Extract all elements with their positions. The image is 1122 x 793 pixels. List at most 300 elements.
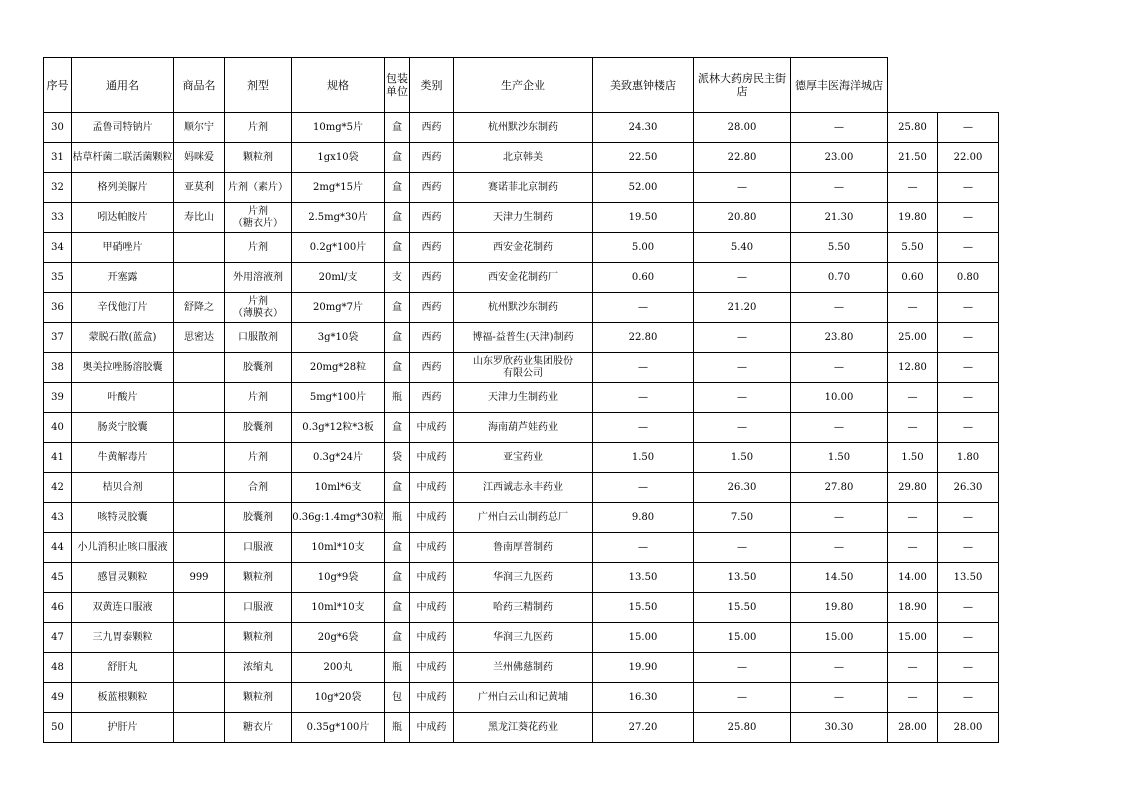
cell-dosage-form [225, 413, 292, 443]
cell-trade-name [174, 533, 225, 563]
cell-price-store-4 [888, 173, 938, 203]
spec-text: 20mg*7片 [313, 301, 363, 313]
cell-category [410, 323, 454, 353]
cell-generic-name [72, 203, 174, 233]
price-store-3-text: 10.00 [824, 391, 854, 403]
cell-price-store-3 [791, 323, 888, 353]
price-store-2-text: 13.50 [727, 571, 757, 583]
cell-trade-name [174, 143, 225, 173]
price-store-4-text: 28.00 [898, 721, 927, 733]
dosage-form-text: 片剂 （糖衣片） [233, 205, 283, 229]
dosage-form-text: 片剂 [248, 121, 268, 133]
price-store-1-text: 22.50 [628, 151, 658, 163]
table-row [44, 293, 999, 323]
cell-spec [292, 233, 385, 263]
cell-seq [44, 623, 72, 653]
cell-trade-name [174, 593, 225, 623]
table-row [44, 623, 999, 653]
cell-seq [44, 413, 72, 443]
price-store-2-text: 1.50 [730, 451, 754, 463]
cell-dosage-form [225, 443, 292, 473]
price-store-4-text: — [907, 421, 918, 433]
seq-text: 36 [51, 301, 64, 313]
cell-generic-name [72, 293, 174, 323]
cell-pack-unit [385, 593, 410, 623]
cell-generic-name [72, 653, 174, 683]
manufacturer-text: 博福-益普生(天津)制药 [472, 331, 574, 343]
price-store-2-text: 25.80 [727, 721, 757, 733]
cell-dosage-form [225, 623, 292, 653]
cell-price-store-3 [791, 143, 888, 173]
price-store-5-text: 22.00 [953, 151, 983, 163]
manufacturer-text: 赛诺菲北京制药 [488, 181, 558, 193]
price-store-5-text: — [963, 391, 973, 403]
price-store-2-text: — [737, 661, 747, 673]
cell-generic-name [72, 233, 174, 263]
header-generic-name: 通用名 [72, 58, 174, 113]
cell-price-store-2 [694, 293, 791, 323]
cell-seq [44, 233, 72, 263]
seq-text: 48 [51, 661, 64, 673]
cell-manufacturer [454, 383, 593, 413]
cell-trade-name [174, 203, 225, 233]
cell-seq [44, 203, 72, 233]
cell-price-store-1 [593, 383, 694, 413]
price-store-1-text: 19.50 [628, 211, 658, 223]
header-store-2: 派林大药房民主街店 [694, 58, 791, 113]
trade-name-text: 思密达 [184, 331, 214, 343]
cell-trade-name [174, 233, 225, 263]
cell-seq [44, 593, 72, 623]
price-store-1-text: 1.50 [631, 451, 655, 463]
cell-generic-name [72, 533, 174, 563]
spec-text: 0.35g*100片 [306, 721, 370, 733]
cell-pack-unit [385, 143, 410, 173]
price-store-1-text: 9.80 [631, 511, 655, 523]
cell-spec [292, 443, 385, 473]
cell-spec [292, 323, 385, 353]
price-store-5-text: — [963, 601, 973, 613]
price-store-1-text: 19.90 [628, 661, 658, 673]
header-manufacturer: 生产企业 [454, 58, 593, 113]
price-store-5-text: — [963, 241, 973, 253]
cell-category [410, 653, 454, 683]
price-store-4-text: 29.80 [898, 481, 927, 493]
cell-category [410, 293, 454, 323]
dosage-form-text: 胶囊剂 [243, 421, 273, 433]
generic-name-text: 奥美拉唑肠溶胶囊 [82, 361, 163, 373]
cell-manufacturer [454, 203, 593, 233]
dosage-form-text: 口服液 [243, 541, 273, 553]
cell-category [410, 353, 454, 383]
cell-category [410, 593, 454, 623]
generic-name-text: 牛黄解毒片 [97, 451, 148, 463]
generic-name-text: 舒肝丸 [107, 661, 138, 673]
spec-text: 10g*9袋 [317, 571, 359, 583]
cell-spec [292, 683, 385, 713]
cell-price-store-2 [694, 203, 791, 233]
category-text: 中成药 [416, 721, 447, 733]
price-store-4-text: 21.50 [898, 151, 927, 163]
cell-spec [292, 653, 385, 683]
cell-category [410, 413, 454, 443]
category-text: 中成药 [416, 691, 447, 703]
price-store-2-text: — [737, 691, 747, 703]
cell-price-store-2 [694, 563, 791, 593]
manufacturer-text: 海南葫芦娃药业 [488, 421, 558, 433]
cell-spec [292, 293, 385, 323]
price-store-1-text: 24.30 [628, 121, 658, 133]
cell-manufacturer [454, 173, 593, 203]
generic-name-text: 小儿消积止咳口服液 [77, 541, 168, 553]
cell-pack-unit [385, 473, 410, 503]
price-store-5-text: — [963, 631, 973, 643]
cell-price-store-2 [694, 653, 791, 683]
category-text: 西药 [421, 241, 442, 253]
seq-text: 45 [51, 571, 64, 583]
category-text: 中成药 [416, 481, 447, 493]
price-store-4-text: — [907, 541, 918, 553]
cell-spec [292, 503, 385, 533]
table-row [44, 473, 999, 503]
cell-price-store-2 [694, 713, 791, 743]
seq-text: 30 [51, 121, 64, 133]
table-row [44, 113, 999, 143]
cell-price-store-4 [888, 623, 938, 653]
pack-unit-text: 盒 [392, 331, 402, 343]
cell-manufacturer [454, 713, 593, 743]
price-store-5-text: — [963, 211, 973, 223]
seq-text: 34 [51, 241, 64, 253]
price-store-4-text: 25.80 [898, 121, 927, 133]
cell-price-store-3 [791, 623, 888, 653]
cell-manufacturer [454, 503, 593, 533]
price-store-4-text: 25.00 [898, 331, 927, 343]
cell-price-store-5 [938, 413, 999, 443]
spec-text: 2mg*15片 [313, 181, 363, 193]
price-store-5-text: — [963, 361, 973, 373]
price-store-3-text: 0.70 [827, 271, 851, 283]
manufacturer-text: 鲁南厚普制药 [493, 541, 553, 553]
cell-price-store-3 [791, 173, 888, 203]
cell-spec [292, 143, 385, 173]
seq-text: 39 [51, 391, 64, 403]
cell-manufacturer [454, 413, 593, 443]
cell-price-store-4 [888, 143, 938, 173]
dosage-form-text: 糖衣片 [243, 721, 273, 733]
table-row [44, 443, 999, 473]
cell-price-store-3 [791, 293, 888, 323]
cell-price-store-3 [791, 263, 888, 293]
cell-generic-name [72, 443, 174, 473]
header-seq: 序号 [44, 58, 72, 113]
price-store-4-text: 12.80 [898, 361, 927, 373]
cell-trade-name [174, 443, 225, 473]
price-store-3-text: — [834, 301, 844, 313]
cell-price-store-2 [694, 503, 791, 533]
cell-trade-name [174, 353, 225, 383]
cell-generic-name [72, 263, 174, 293]
trade-name-text: 舒降之 [184, 301, 214, 313]
manufacturer-text: 黑龙江葵花药业 [488, 721, 558, 733]
cell-trade-name [174, 113, 225, 143]
cell-price-store-5 [938, 473, 999, 503]
header-row [44, 58, 999, 113]
manufacturer-text: 哈药三精制药 [493, 601, 553, 613]
cell-trade-name [174, 263, 225, 293]
cell-price-store-3 [791, 113, 888, 143]
price-store-2-text: 28.00 [727, 121, 757, 133]
cell-dosage-form [225, 503, 292, 533]
manufacturer-text: 兰州佛慈制药 [493, 661, 553, 673]
cell-trade-name [174, 173, 225, 203]
cell-seq [44, 713, 72, 743]
price-store-1-text: 15.50 [628, 601, 658, 613]
header-store-1: 美致惠钟楼店 [593, 58, 694, 113]
pack-unit-text: 袋 [392, 451, 402, 463]
spec-text: 2.5mg*30片 [308, 211, 368, 223]
cell-dosage-form [225, 383, 292, 413]
cell-trade-name [174, 293, 225, 323]
table-row [44, 143, 999, 173]
cell-price-store-2 [694, 413, 791, 443]
price-store-5-text: — [963, 301, 973, 313]
price-store-3-text: 27.80 [824, 481, 854, 493]
cell-generic-name [72, 353, 174, 383]
generic-name-text: 感冒灵颗粒 [97, 571, 148, 583]
dosage-form-text: 颗粒剂 [243, 631, 273, 643]
cell-spec [292, 413, 385, 443]
price-store-4-text: — [907, 301, 918, 313]
price-store-4-text: 18.90 [898, 601, 927, 613]
cell-spec [292, 173, 385, 203]
header-blank-2 [938, 58, 999, 113]
category-text: 西药 [421, 211, 442, 223]
cell-manufacturer [454, 533, 593, 563]
price-store-1-text: 52.00 [628, 181, 658, 193]
dosage-form-text: 片剂 [248, 241, 268, 253]
price-store-4-text: 14.00 [898, 571, 927, 583]
cell-pack-unit [385, 443, 410, 473]
category-text: 西药 [421, 151, 442, 163]
manufacturer-text: 天津力生制药 [493, 211, 553, 223]
cell-price-store-1 [593, 293, 694, 323]
pack-unit-text: 盒 [392, 301, 402, 313]
generic-name-text: 格列美脲片 [97, 181, 148, 193]
price-store-4-text: 5.50 [901, 241, 924, 253]
cell-pack-unit [385, 383, 410, 413]
generic-name-text: 开塞露 [107, 271, 138, 283]
pack-unit-text: 盒 [392, 241, 402, 253]
price-store-2-text: — [737, 361, 747, 373]
price-store-2-text: 7.50 [730, 511, 754, 523]
cell-price-store-2 [694, 683, 791, 713]
cell-price-store-4 [888, 563, 938, 593]
cell-seq [44, 563, 72, 593]
manufacturer-text: 江西诚志永丰药业 [483, 481, 563, 493]
cell-spec [292, 383, 385, 413]
price-store-3-text: — [834, 511, 844, 523]
cell-price-store-5 [938, 143, 999, 173]
seq-text: 43 [51, 511, 64, 523]
price-store-2-text: — [737, 391, 747, 403]
cell-dosage-form [225, 563, 292, 593]
price-store-5-text: — [963, 331, 973, 343]
cell-price-store-5 [938, 353, 999, 383]
price-sheet [43, 57, 999, 743]
cell-seq [44, 683, 72, 713]
cell-pack-unit [385, 323, 410, 353]
cell-pack-unit [385, 533, 410, 563]
pack-unit-text: 瓶 [392, 391, 402, 403]
cell-manufacturer [454, 143, 593, 173]
dosage-form-text: 片剂 [248, 451, 268, 463]
cell-price-store-1 [593, 563, 694, 593]
price-store-5-text: 0.80 [956, 271, 980, 283]
cell-manufacturer [454, 293, 593, 323]
generic-name-text: 蒙脱石散(蓝盒) [88, 331, 157, 343]
cell-spec [292, 263, 385, 293]
price-store-5-text: — [963, 661, 973, 673]
price-store-1-text: — [638, 301, 648, 313]
spec-text: 20ml/支 [318, 271, 358, 283]
cell-manufacturer [454, 593, 593, 623]
pack-unit-text: 盒 [392, 121, 402, 133]
cell-generic-name [72, 323, 174, 353]
cell-manufacturer [454, 233, 593, 263]
category-text: 中成药 [416, 421, 447, 433]
generic-name-text: 三九胃泰颗粒 [92, 631, 153, 643]
price-store-4-text: — [907, 661, 918, 673]
spec-text: 0.2g*100片 [309, 241, 367, 253]
cell-trade-name [174, 713, 225, 743]
cell-price-store-2 [694, 143, 791, 173]
cell-manufacturer [454, 683, 593, 713]
generic-name-text: 桔贝合剂 [102, 481, 143, 493]
cell-category [410, 113, 454, 143]
cell-price-store-1 [593, 503, 694, 533]
spec-text: 10ml*10支 [311, 541, 365, 553]
cell-price-store-1 [593, 623, 694, 653]
cell-price-store-1 [593, 413, 694, 443]
cell-price-store-1 [593, 113, 694, 143]
price-store-3-text: 5.50 [827, 241, 851, 253]
cell-trade-name [174, 623, 225, 653]
cell-pack-unit [385, 623, 410, 653]
spec-text: 10g*20袋 [314, 691, 362, 703]
table-row [44, 413, 999, 443]
dosage-form-text: 胶囊剂 [243, 361, 273, 373]
cell-price-store-4 [888, 593, 938, 623]
cell-trade-name [174, 323, 225, 353]
pack-unit-text: 支 [392, 271, 402, 283]
cell-price-store-1 [593, 443, 694, 473]
cell-price-store-3 [791, 593, 888, 623]
spec-text: 20mg*28粒 [309, 361, 367, 373]
generic-name-text: 肠炎宁胶囊 [97, 421, 148, 433]
cell-price-store-4 [888, 413, 938, 443]
cell-price-store-2 [694, 173, 791, 203]
table-row [44, 383, 999, 413]
dosage-form-text: 片剂 （薄膜衣） [233, 295, 283, 319]
manufacturer-text: 杭州默沙东制药 [488, 121, 558, 133]
header-blank-1 [888, 58, 938, 113]
cell-price-store-4 [888, 683, 938, 713]
dosage-form-text: 合剂 [248, 481, 268, 493]
price-store-4-text: 15.00 [898, 631, 927, 643]
cell-generic-name [72, 113, 174, 143]
cell-manufacturer [454, 443, 593, 473]
cell-dosage-form [225, 263, 292, 293]
cell-pack-unit [385, 563, 410, 593]
table-row [44, 173, 999, 203]
cell-spec [292, 563, 385, 593]
cell-price-store-1 [593, 353, 694, 383]
cell-trade-name [174, 413, 225, 443]
price-store-1-text: 16.30 [628, 691, 658, 703]
price-store-5-text: 28.00 [953, 721, 983, 733]
cell-price-store-3 [791, 503, 888, 533]
price-store-3-text: — [834, 361, 844, 373]
cell-price-store-4 [888, 533, 938, 563]
price-store-2-text: — [737, 271, 747, 283]
cell-dosage-form [225, 713, 292, 743]
cell-category [410, 263, 454, 293]
price-store-4-text: 1.50 [901, 451, 924, 463]
spec-text: 0.3g*24片 [312, 451, 364, 463]
manufacturer-text: 山东罗欣药业集团股份 有限公司 [473, 355, 573, 379]
price-store-4-text: — [907, 181, 918, 193]
cell-pack-unit [385, 233, 410, 263]
price-store-5-text: 1.80 [956, 451, 980, 463]
spec-text: 0.3g*12粒*3板 [302, 421, 374, 433]
cell-dosage-form [225, 353, 292, 383]
category-text: 中成药 [416, 601, 447, 613]
cell-seq [44, 143, 72, 173]
price-store-1-text: 27.20 [628, 721, 658, 733]
dosage-form-text: 胶囊剂 [243, 511, 273, 523]
cell-price-store-3 [791, 203, 888, 233]
manufacturer-text: 西安金花制药 [493, 241, 553, 253]
cell-price-store-2 [694, 323, 791, 353]
cell-generic-name [72, 683, 174, 713]
cell-price-store-5 [938, 113, 999, 143]
cell-price-store-2 [694, 383, 791, 413]
price-store-5-text: — [963, 541, 973, 553]
cell-category [410, 533, 454, 563]
drug-price-table [43, 57, 999, 743]
seq-text: 46 [51, 601, 64, 613]
cell-dosage-form [225, 593, 292, 623]
cell-price-store-3 [791, 383, 888, 413]
dosage-form-text: 浓缩丸 [243, 661, 273, 673]
price-store-3-text: — [834, 181, 844, 193]
category-text: 中成药 [416, 541, 447, 553]
cell-price-store-4 [888, 293, 938, 323]
price-store-3-text: 23.00 [824, 151, 854, 163]
cell-pack-unit [385, 263, 410, 293]
cell-price-store-5 [938, 263, 999, 293]
price-store-1-text: 15.00 [628, 631, 658, 643]
pack-unit-text: 瓶 [392, 721, 402, 733]
generic-name-text: 板蓝根颗粒 [97, 691, 148, 703]
category-text: 西药 [421, 361, 442, 373]
pack-unit-text: 盒 [392, 481, 402, 493]
table-body [44, 113, 999, 743]
cell-seq [44, 113, 72, 143]
price-store-3-text: 14.50 [824, 571, 854, 583]
cell-price-store-2 [694, 533, 791, 563]
